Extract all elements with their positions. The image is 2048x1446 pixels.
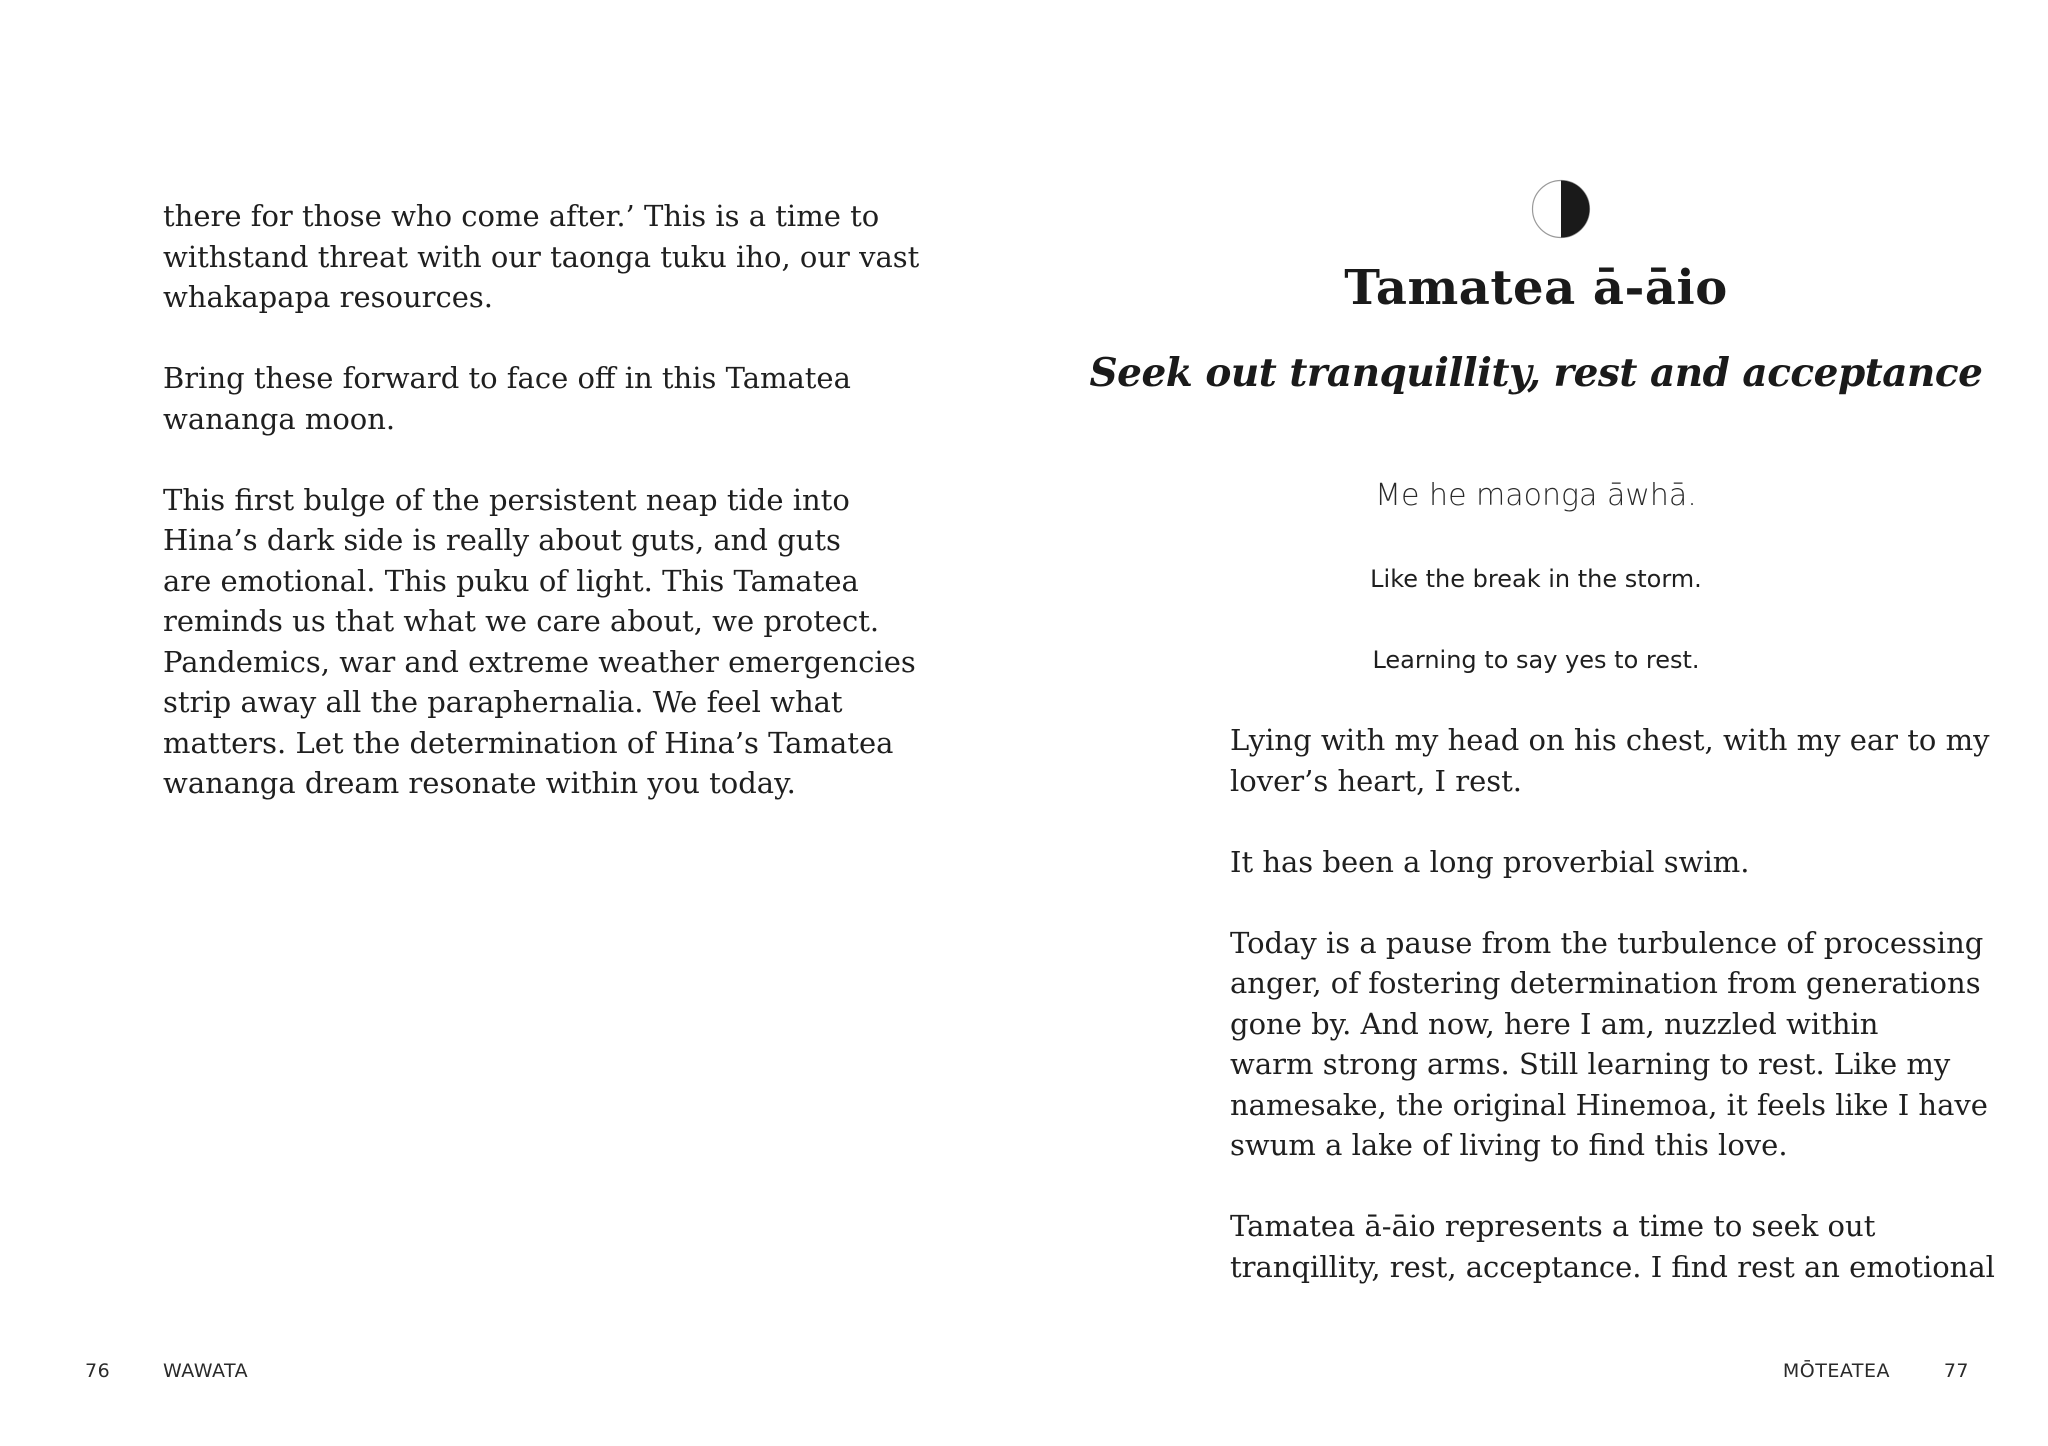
text-line: Hina’s dark side is really about guts, and guts — [163, 523, 841, 557]
text-line: strip away all the paraphernalia. We feel what — [163, 685, 843, 719]
text-line: reminds us that what we care about, we protect. — [163, 604, 880, 638]
chapter-subtitle: Seek out tranquillity, rest and acceptance — [1089, 350, 1983, 396]
chapter-title: Tamatea ā-āio — [1344, 260, 1728, 316]
text-line: whakapapa resources. — [163, 280, 493, 314]
proverb-translation: Like the break in the storm. — [1370, 565, 1702, 593]
left-running-title: WAWATA — [163, 1360, 249, 1382]
text-line: Pandemics, war and extreme weather emergencies — [163, 644, 916, 679]
text-line: there for those who come after.’ This is a time to — [163, 199, 880, 233]
right-paragraph-4 — [1230, 1206, 1995, 1287]
left-page-body — [163, 196, 920, 844]
right-running-title: MŌTEATEA — [1782, 1360, 1890, 1382]
proverb-text: Me he maonga āwhā. — [1375, 478, 1697, 513]
right-paragraph-1 — [1230, 720, 1990, 801]
text-line: tranqillity, rest, acceptance. I find rest an emotional — [1230, 1249, 1995, 1284]
text-line: Today is a pause from the turbulence of processing — [1230, 925, 1984, 960]
text-line: wananga dream resonate within you today. — [163, 766, 796, 800]
left-paragraph-1 — [163, 196, 920, 318]
text-line: warm strong arms. Still learning to rest. Like my — [1230, 1047, 1951, 1081]
left-paragraph-2 — [163, 358, 863, 439]
text-line: wananga moon. — [163, 401, 396, 436]
right-paragraph-2 — [1230, 842, 1950, 883]
text-line: It has been a long proverbial swim. — [1230, 844, 1750, 879]
text-line: Tamatea ā-āio represents a time to seek out — [1230, 1209, 1876, 1243]
text-line: Bring these forward to face off in this Tamatea — [163, 361, 851, 395]
half-moon-icon — [1531, 179, 1591, 239]
text-line: namesake, the original Hinemoa, it feels like I have — [1230, 1087, 1988, 1122]
left-page-number: 76 — [85, 1360, 111, 1382]
text-line: withstand threat with our taonga tuku iho, our vast — [163, 239, 920, 274]
text-line: are emotional. This puku of light. This Tamatea — [163, 563, 859, 598]
text-line: Lying with my head on his chest, with my ear to my — [1230, 723, 1990, 757]
text-line: This first bulge of the persistent neap tide into — [163, 482, 850, 517]
text-line: gone by. And now, here I am, nuzzled within — [1230, 1006, 1879, 1041]
text-line: matters. Let the determination of Hina’s Tamatea — [163, 725, 894, 760]
right-page-number: 77 — [1943, 1360, 1969, 1382]
text-line: lover’s heart, I rest. — [1230, 763, 1522, 798]
text-line: swum a lake of living to find this love. — [1230, 1128, 1788, 1162]
proverb-interpretation: Learning to say yes to rest. — [1372, 646, 1700, 674]
left-paragraph-3 — [163, 480, 916, 804]
right-page-body — [1230, 720, 1995, 1328]
text-line: anger, of fostering determination from generations — [1230, 966, 1981, 1000]
right-paragraph-3 — [1230, 923, 1988, 1166]
